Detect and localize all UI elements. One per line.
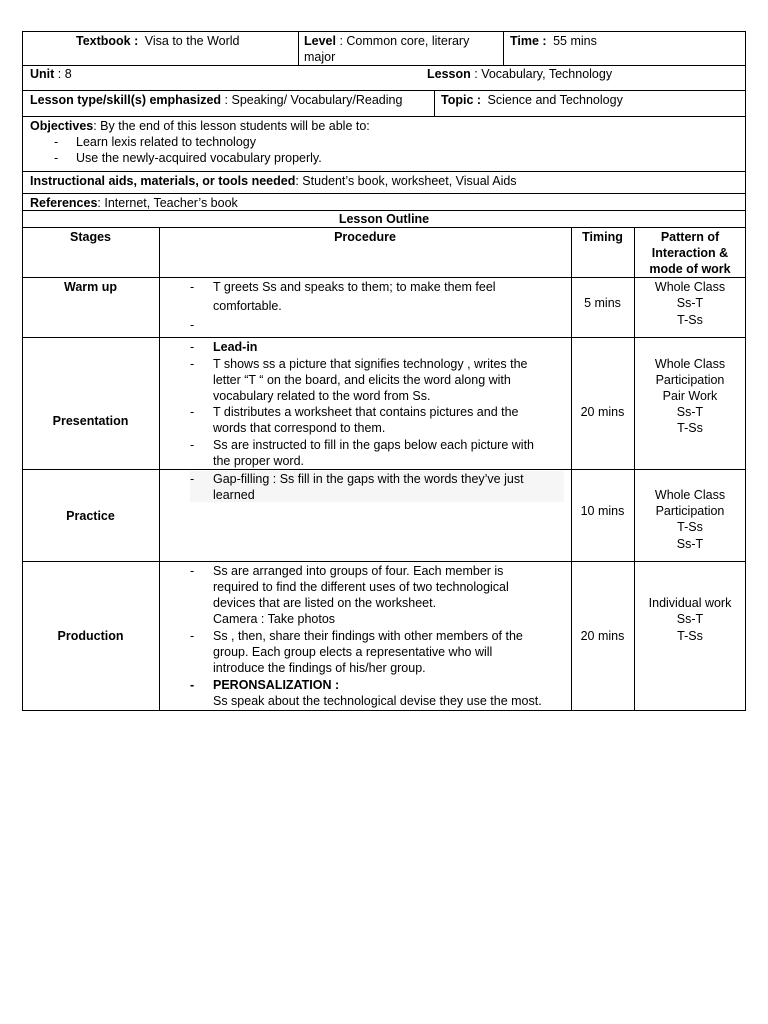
procedure-line: Ss speak about the technological devise they use the most.: [213, 694, 542, 708]
pattern-line: Participation: [655, 373, 725, 387]
topic-label: Topic :: [441, 93, 482, 107]
divider: [298, 31, 299, 65]
bullet-dash: -: [190, 438, 195, 452]
pattern-line: Whole Class: [654, 280, 726, 294]
bullet-dash: -: [190, 629, 195, 643]
bullet-dash: -: [190, 678, 195, 692]
bullet-dash: -: [190, 405, 195, 419]
pattern-line: T-Ss: [677, 520, 703, 534]
divider: [22, 561, 746, 562]
stage-practice: Practice: [66, 509, 115, 523]
timing-practice: 10 mins: [580, 504, 625, 518]
pattern-line: T-Ss: [677, 629, 703, 643]
procedure-line: T shows ss a picture that signifies technology , writes the: [213, 357, 528, 371]
procedure-line: group. Each group elects a representative who will: [213, 645, 493, 659]
bullet-dash: -: [190, 472, 195, 486]
divider: [503, 31, 504, 65]
pattern-line: T-Ss: [677, 421, 703, 435]
timing-presentation: 20 mins: [580, 405, 625, 419]
lesson-type-field: [30, 92, 402, 108]
aids-value: : Student’s book, worksheet, Visual Aids: [295, 174, 517, 188]
divider: [22, 277, 746, 278]
procedure-line: Camera : Take photos: [213, 612, 336, 626]
procedure-line: required to find the different uses of two technological: [213, 580, 509, 594]
divider: [159, 227, 160, 711]
time-label: Time :: [510, 34, 547, 48]
procedure-line: T greets Ss and speaks to them; to make them feel: [213, 280, 496, 294]
procedure-line: comfortable.: [213, 299, 282, 313]
time-value: 55 mins: [553, 34, 597, 48]
aids-label: Instructional aids, materials, or tools needed: [30, 174, 296, 188]
textbook-label: Textbook :: [76, 34, 139, 48]
bullet-dash: -: [190, 318, 195, 332]
unit-value: : 8: [57, 67, 72, 81]
procedure-line: the proper word.: [213, 454, 305, 468]
aids-field: [30, 173, 517, 189]
divider: [22, 90, 746, 91]
stage-presentation: Presentation: [52, 414, 129, 428]
pattern-line: Ss-T: [676, 405, 704, 419]
divider: [22, 337, 746, 338]
time-field: [510, 33, 597, 49]
procedure-line: devices that are listed on the worksheet.: [213, 596, 437, 610]
procedure-line: Gap-filling : Ss fill in the gaps with the words they’ve just: [213, 472, 524, 486]
procedure-line: letter “T “ on the board, and elicits the word along with: [213, 373, 511, 387]
level-field: [304, 33, 469, 49]
procedure-line: vocabulary related to the word from Ss.: [213, 389, 431, 403]
divider: [22, 171, 746, 172]
procedure-line: introduce the findings of his/her group.: [213, 661, 426, 675]
timing-warm-up: 5 mins: [584, 296, 621, 310]
personalization-heading: [213, 677, 339, 693]
pattern-line: Ss-T: [676, 537, 704, 551]
personalization-colon: :: [331, 678, 340, 692]
topic-value: Science and Technology: [487, 93, 623, 107]
lesson-value: : Vocabulary, Technology: [474, 67, 613, 81]
objective-item: Use the newly-acquired vocabulary properly.: [76, 151, 322, 165]
bullet-dash: -: [54, 135, 59, 149]
timing-production: 20 mins: [580, 629, 625, 643]
procedure-line: Ss are arranged into groups of four. Each member is: [213, 564, 504, 578]
unit-label: Unit: [30, 67, 55, 81]
objectives-label: Objectives: [30, 119, 94, 133]
pattern-line: Ss-T: [676, 296, 704, 310]
procedure-line: Ss , then, share their findings with other members of the: [213, 629, 523, 643]
lesson-field: [427, 66, 612, 82]
level-value: : Common core, literary: [339, 34, 470, 48]
column-header-pattern: mode of work: [649, 262, 731, 276]
pattern-line: Whole Class: [654, 488, 726, 502]
stage-warm-up: Warm up: [63, 280, 117, 294]
procedure-line: T distributes a worksheet that contains pictures and the: [213, 405, 519, 419]
column-header-stages: Stages: [70, 230, 111, 244]
objectives-intro: [30, 118, 370, 134]
pattern-line: Pair Work: [662, 389, 718, 403]
textbook-value: Visa to the World: [144, 34, 240, 48]
lesson-label: Lesson: [427, 67, 471, 81]
references-value: : Internet, Teacher’s book: [97, 196, 238, 210]
pattern-line: Participation: [655, 504, 725, 518]
lesson-outline-title: Lesson Outline: [338, 212, 430, 226]
personalization-label: PERONSALIZATION: [213, 678, 332, 692]
level-label: Level: [304, 34, 336, 48]
bullet-dash: -: [190, 357, 195, 371]
references-label: References: [30, 196, 98, 210]
bullet-dash: -: [190, 340, 195, 354]
bullet-dash: -: [190, 280, 195, 294]
stage-production: Production: [57, 629, 124, 643]
column-header-timing: Timing: [582, 230, 623, 244]
objective-item: Learn lexis related to technology: [76, 135, 256, 149]
lesson-type-value: : Speaking/ Vocabulary/Reading: [224, 93, 403, 107]
divider: [434, 90, 435, 116]
divider: [22, 227, 746, 228]
divider: [22, 193, 746, 194]
pattern-line: Individual work: [648, 596, 732, 610]
pattern-line: Ss-T: [676, 612, 704, 626]
divider: [22, 469, 746, 470]
column-header-pattern: Pattern of: [660, 230, 720, 244]
references-field: [30, 195, 238, 211]
procedure-line: learned: [213, 488, 255, 502]
pattern-line: Whole Class: [654, 357, 726, 371]
unit-field: [30, 66, 72, 82]
column-header-procedure: Procedure: [334, 230, 396, 244]
procedure-line: words that correspond to them.: [213, 421, 386, 435]
lead-in-heading: Lead-in: [213, 340, 258, 354]
divider: [22, 65, 746, 66]
pattern-line: T-Ss: [677, 313, 703, 327]
column-header-pattern: Interaction &: [651, 246, 729, 260]
bullet-dash: -: [190, 564, 195, 578]
divider: [22, 116, 746, 117]
bullet-dash: -: [54, 151, 59, 165]
level-value-line2: major: [304, 50, 336, 64]
lesson-type-label: Lesson type/skill(s) emphasized: [30, 93, 222, 107]
textbook-field: [76, 33, 240, 49]
objectives-intro-text: : By the end of this lesson students will be able to:: [93, 119, 370, 133]
topic-field: [441, 92, 623, 108]
procedure-line: Ss are instructed to fill in the gaps below each picture with: [213, 438, 535, 452]
